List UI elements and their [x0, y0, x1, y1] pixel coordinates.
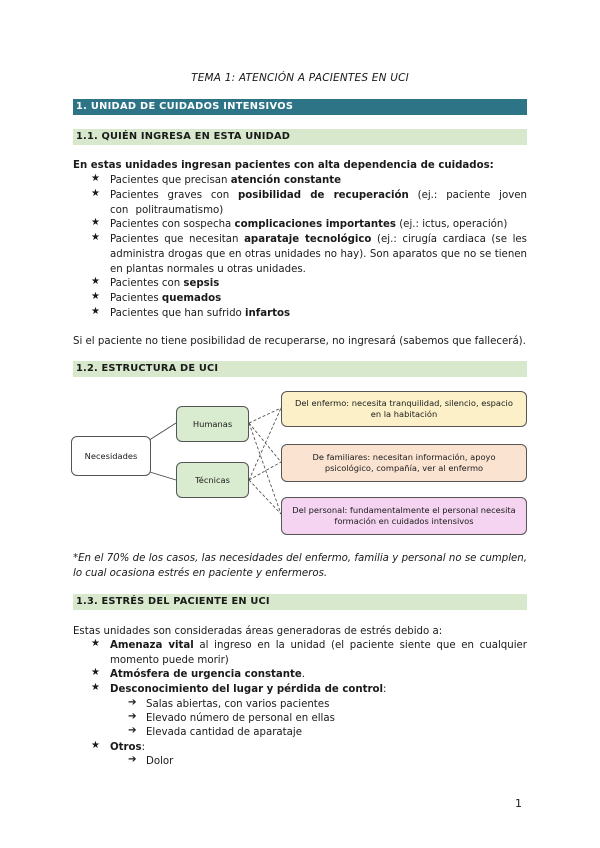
star-bullet-icon: ★ [91, 306, 100, 317]
connector-line [249, 462, 281, 480]
document-title: TEMA 1: ATENCIÓN A PACIENTES EN UCI [191, 72, 409, 84]
star-bullet-icon: ★ [91, 638, 100, 649]
arrow-bullet-icon: ➔ [128, 711, 137, 722]
s13-item-1: Amenaza vital al ingreso en la unidad (el paciente siente que en cualquier momento puede morir) [110, 640, 527, 666]
diagram-node-human: Humanas [176, 406, 249, 442]
section-heading-1-2: 1.2. ESTRUCTURA DE UCI [73, 361, 527, 377]
star-bullet-icon: ★ [91, 740, 100, 751]
s11-item-7: Pacientes que han sufrido infartos [110, 308, 291, 319]
diagram-node-technical: Técnicas [176, 462, 249, 498]
connector-line [249, 408, 281, 480]
section-heading-1: 1. UNIDAD DE CUIDADOS INTENSIVOS [73, 99, 527, 115]
connector-line [249, 423, 281, 462]
diagram-node-staff: Del personal: fundamentalmente el personal necesita formación en cuidados intensivos [281, 497, 527, 535]
diagram-node-needs: Necesidades [71, 436, 151, 476]
arrow-bullet-icon: ➔ [128, 725, 137, 736]
section-heading-1-1: 1.1. QUIÉN INGRESA EN ESTA UNIDAD [73, 129, 527, 145]
s12-footnote: *En el 70% de los casos, las necesidades del enfermo, familia y personal no se cumplen, lo cual ocasiona estrés en paciente y enfermeros. [73, 553, 527, 579]
s13-subitem: Dolor [146, 756, 174, 767]
star-bullet-icon: ★ [91, 682, 100, 693]
star-bullet-icon: ★ [91, 291, 100, 302]
s13-subitem: Elevado número de personal en ellas [146, 713, 335, 724]
s13-item-3: Desconocimiento del lugar y pérdida de control: [110, 684, 387, 695]
s11-intro: En estas unidades ingresan pacientes con alta dependencia de cuidados: [73, 160, 494, 171]
s11-item-5: Pacientes con sepsis [110, 278, 220, 289]
star-bullet-icon: ★ [91, 217, 100, 228]
diagram-node-patient: Del enfermo: necesita tranquilidad, silencio, espacio en la habitación [281, 391, 527, 427]
star-bullet-icon: ★ [91, 667, 100, 678]
s13-subitem: Elevada cantidad de aparataje [146, 727, 302, 738]
s11-item-1: Pacientes que precisan atención constante [110, 175, 342, 186]
s13-item-2: Atmósfera de urgencia constante. [110, 669, 306, 680]
diagram-node-family: De familiares: necesitan información, apoyo psicológico, compañía, ver al enfermo [281, 444, 527, 482]
star-bullet-icon: ★ [91, 276, 100, 287]
s11-item-6: Pacientes quemados [110, 293, 222, 304]
page-number: 1 [515, 797, 522, 810]
section-heading-1-3: 1.3. ESTRÉS DEL PACIENTE EN UCI [73, 594, 527, 610]
arrow-bullet-icon: ➔ [128, 697, 137, 708]
connector-line [249, 480, 281, 514]
star-bullet-icon: ★ [91, 173, 100, 184]
arrow-bullet-icon: ➔ [128, 754, 137, 765]
s13-intro: Estas unidades son consideradas áreas generadoras de estrés debido a: [73, 626, 443, 637]
s11-item-4: Pacientes que necesitan aparataje tecnológico (ej.: cirugía cardiaca (se les administra drogas que en otras unidades no hay). Son aparatos que no se tienen en plantas normales u otras unidades. [110, 234, 527, 275]
s11-item-2: Pacientes graves con posibilidad de recuperación (ej.: paciente joven con politraumatismo) [110, 190, 527, 216]
s13-item-4: Otros: [110, 742, 146, 753]
star-bullet-icon: ★ [91, 188, 100, 199]
star-bullet-icon: ★ [91, 232, 100, 243]
connector-line [249, 408, 281, 423]
s13-subitem: Salas abiertas, con varios pacientes [146, 699, 330, 710]
s11-item-3: Pacientes con sospecha complicaciones importantes (ej.: ictus, operación) [110, 219, 508, 230]
s11-note: Si el paciente no tiene posibilidad de recuperarse, no ingresará (sabemos que fallecerá). [73, 336, 526, 347]
